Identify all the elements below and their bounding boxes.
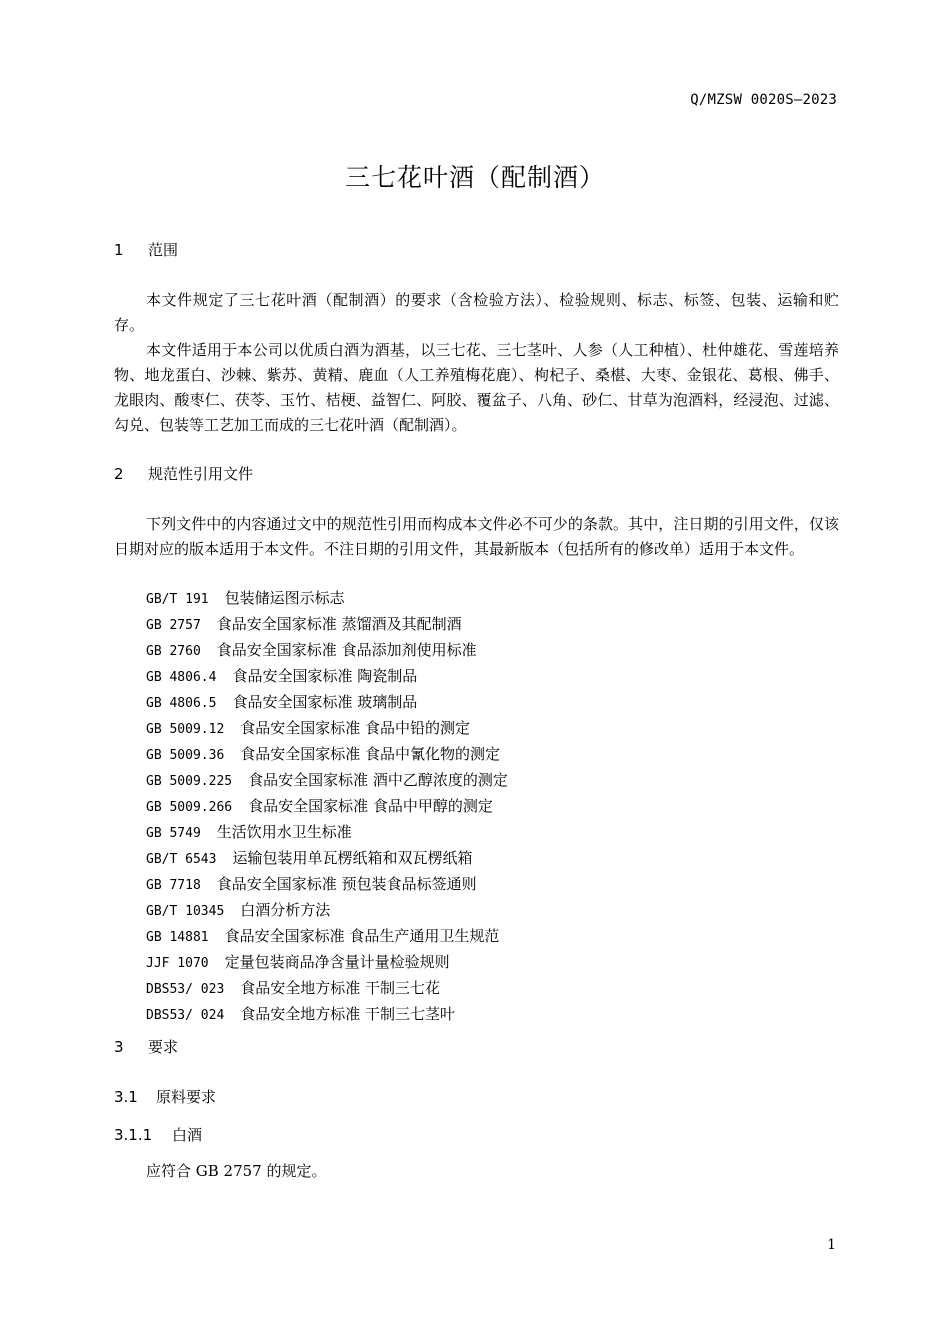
references-intro: 下列文件中的内容通过文中的规范性引用而构成本文件必不可少的条款。其中，注日期的引用文件，仅该日期对应的版本适用于本文件。不注日期的引用文件，其最新版本（包括所有的修改单）适用于本文件。 — [114, 515, 839, 558]
reference-name: 生活饮用水卫生标准 — [216, 823, 352, 841]
baijiu-requirement-text: 应符合 GB 2757 的规定。 — [146, 1162, 327, 1180]
subsection-title: 原料要求 — [156, 1088, 217, 1106]
reference-name: 食品安全地方标准 干制三七茎叶 — [240, 1005, 456, 1023]
reference-name: 食品安全国家标准 食品中铅的测定 — [240, 719, 471, 737]
reference-name: 食品安全国家标准 食品生产通用卫生规范 — [224, 927, 500, 945]
list-item — [146, 950, 508, 976]
reference-name: 食品安全国家标准 陶瓷制品 — [232, 667, 418, 685]
list-item — [146, 924, 508, 950]
reference-code: GB 7718 — [146, 878, 201, 893]
list-item — [146, 846, 508, 872]
list-item — [146, 586, 508, 612]
standard-number: Q/MZSW 0020S—2023 — [690, 92, 837, 108]
reference-code: GB 5009.225 — [146, 774, 233, 789]
reference-name: 食品安全国家标准 蒸馏酒及其配制酒 — [216, 615, 462, 633]
list-item — [146, 872, 508, 898]
reference-code: GB 5009.36 — [146, 748, 225, 763]
reference-list — [146, 586, 508, 1028]
section-title: 规范性引用文件 — [148, 465, 254, 483]
reference-name: 食品安全国家标准 食品添加剂使用标准 — [216, 641, 477, 659]
list-item — [146, 612, 508, 638]
list-item — [146, 898, 508, 924]
section-title: 要求 — [148, 1038, 179, 1056]
reference-name: 食品安全地方标准 干制三七花 — [240, 979, 441, 997]
section-number: 3 — [114, 1038, 124, 1056]
list-item — [146, 690, 508, 716]
document-title: 三七花叶酒（配制酒） — [344, 163, 605, 192]
subsection-number: 3.1.1 — [114, 1126, 153, 1144]
list-item — [146, 742, 508, 768]
reference-name: 白酒分析方法 — [240, 901, 331, 919]
list-item — [146, 638, 508, 664]
reference-code: GB 4806.4 — [146, 670, 217, 685]
reference-name: 食品安全国家标准 食品中氰化物的测定 — [240, 745, 501, 763]
reference-code: GB 5009.12 — [146, 722, 225, 737]
reference-code: GB 14881 — [146, 930, 209, 945]
reference-code: GB/T 191 — [146, 592, 209, 607]
reference-code: GB/T 10345 — [146, 904, 225, 919]
scope-paragraph-1: 本文件规定了三七花叶酒（配制酒）的要求（含检验方法）、检验规则、标志、标签、包装、运输和贮存。 — [114, 291, 839, 334]
subsection-title: 白酒 — [172, 1126, 203, 1144]
reference-code: GB 4806.5 — [146, 696, 217, 711]
section-title: 范围 — [148, 241, 179, 259]
reference-name: 运输包装用单瓦楞纸箱和双瓦楞纸箱 — [232, 849, 473, 867]
reference-code: GB 2757 — [146, 618, 201, 633]
scope-paragraph-2: 本文件适用于本公司以优质白酒为酒基，以三七花、三七茎叶、人参（人工种植）、杜仲雄花、雪莲培养物、地龙蛋白、沙棘、紫苏、黄精、鹿血（人工养殖梅花鹿）、枸杞子、桑椹、大枣、金银花、葛根、佛手、龙眼肉、酸枣仁、茯苓、玉竹、桔梗、益智仁、阿胶、覆盆子、八角、砂仁、甘草为泡酒料，经浸泡、过滤、勾兑、包装等工艺加工而成的三七花叶酒（配制酒）。 — [114, 341, 839, 434]
reference-name: 食品安全国家标准 玻璃制品 — [232, 693, 418, 711]
list-item — [146, 976, 508, 1002]
reference-code: GB 5749 — [146, 826, 201, 841]
list-item — [146, 716, 508, 742]
list-item — [146, 820, 508, 846]
list-item — [146, 664, 508, 690]
page-number: 1 — [827, 1237, 836, 1253]
reference-code: GB 2760 — [146, 644, 201, 659]
reference-code: JJF 1070 — [146, 956, 209, 971]
reference-code: GB/T 6543 — [146, 852, 217, 867]
section-heading-references — [114, 464, 253, 484]
reference-name: 食品安全国家标准 预包装食品标签通则 — [216, 875, 477, 893]
section-heading-scope — [114, 240, 178, 260]
section-heading-requirements — [114, 1037, 178, 1057]
subsection-heading-raw-materials — [114, 1087, 216, 1107]
list-item — [146, 768, 508, 794]
reference-name: 食品安全国家标准 食品中甲醇的测定 — [248, 797, 493, 815]
reference-code: DBS53/ 024 — [146, 1008, 225, 1023]
reference-code: GB 5009.266 — [146, 800, 233, 815]
subsection-number: 3.1 — [114, 1088, 138, 1106]
reference-name: 包装储运图示标志 — [224, 589, 345, 607]
reference-code: DBS53/ 023 — [146, 982, 225, 997]
reference-name: 食品安全国家标准 酒中乙醇浓度的测定 — [248, 771, 508, 789]
section-number: 2 — [114, 465, 124, 483]
list-item — [146, 1002, 508, 1028]
section-number: 1 — [114, 241, 124, 259]
subsection-heading-baijiu — [114, 1125, 202, 1145]
list-item — [146, 794, 508, 820]
reference-name: 定量包装商品净含量计量检验规则 — [224, 953, 450, 971]
